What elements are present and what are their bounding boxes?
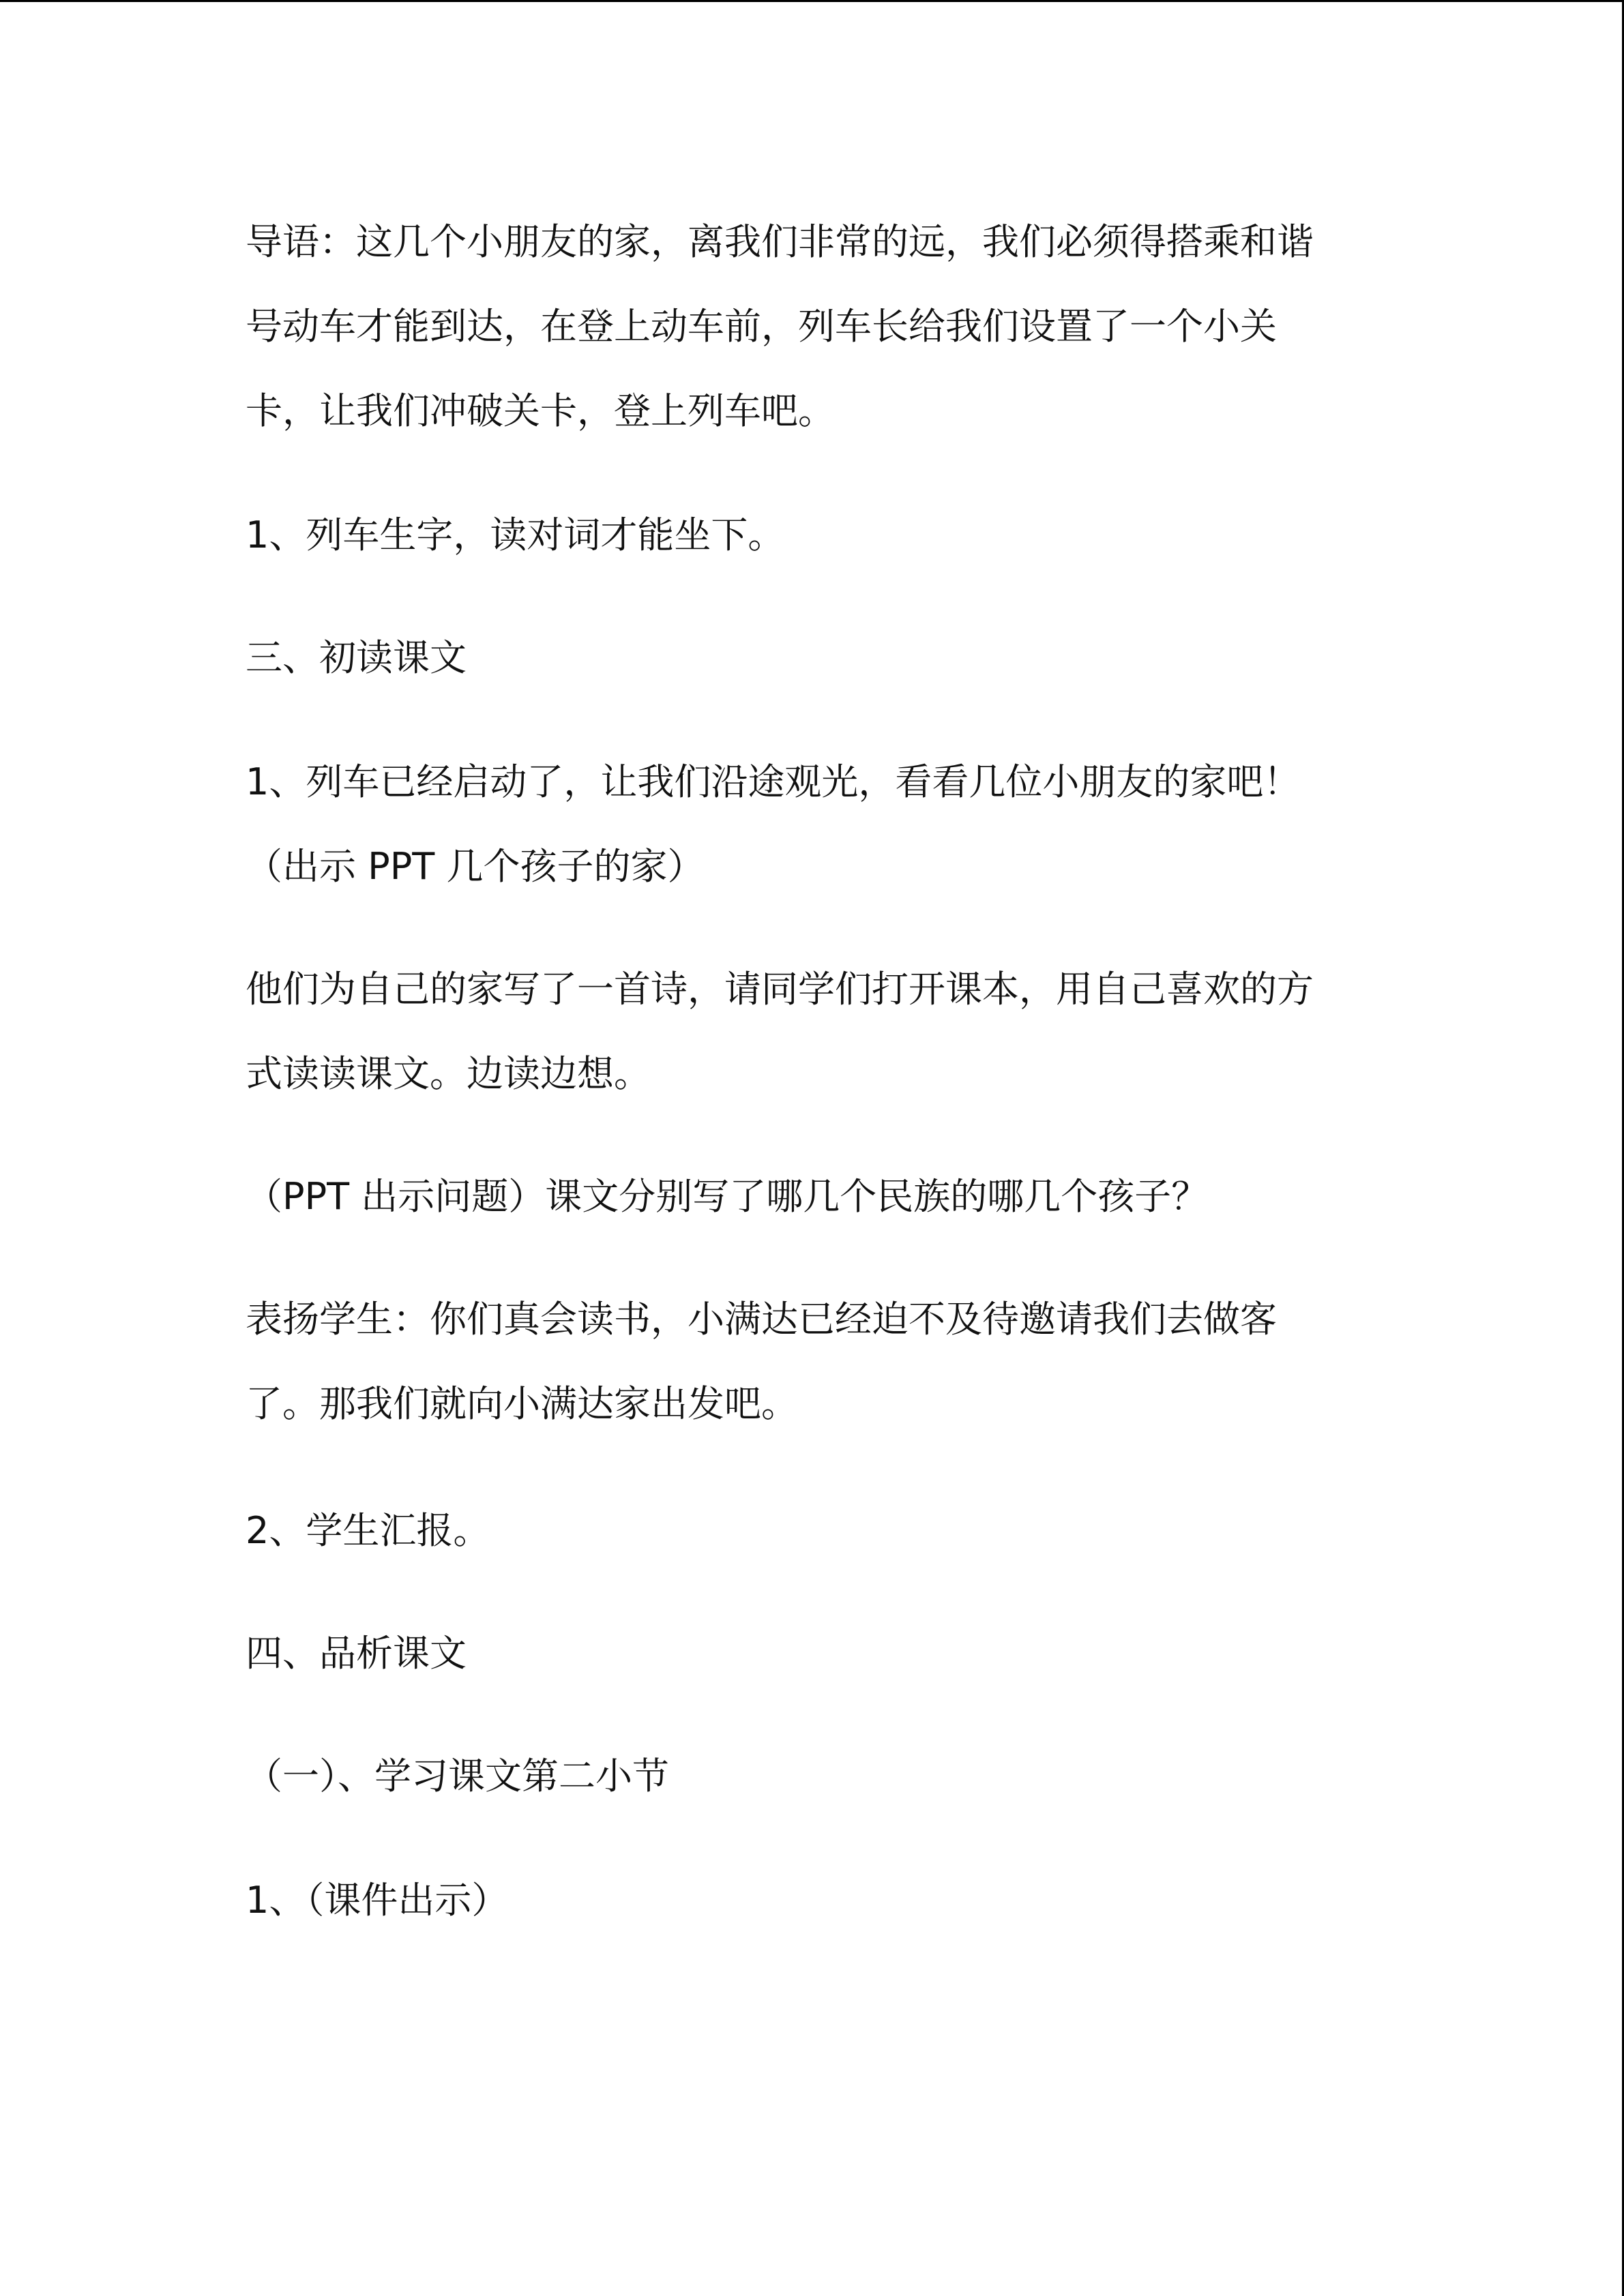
- paragraph-step-2: [246, 1489, 1378, 1573]
- text-line: 式读读课文。边读边想。: [246, 1052, 651, 1095]
- text-line: （PPT 出示问题）课文分别写了哪几个民族的哪几个孩子？: [246, 1175, 1209, 1218]
- text-line: 号动车才能到达，在登上动车前，列车长给我们设置了一个小关: [246, 305, 1277, 348]
- section-heading-3: [246, 616, 1378, 700]
- text-line: 1、列车生字，读对词才能坐下。: [246, 513, 785, 556]
- text-line: 四、品析课文: [246, 1632, 467, 1675]
- text-line: （出示 PPT 几个孩子的家）: [246, 845, 705, 888]
- paragraph-step-1: [246, 493, 1378, 578]
- paragraph-intro: [246, 200, 1378, 453]
- paragraph-question: [246, 1154, 1378, 1239]
- paragraph-reading-2: [246, 947, 1378, 1116]
- text-line: 2、学生汇报。: [246, 1509, 490, 1552]
- text-line: 卡，让我们冲破关卡，登上列车吧。: [246, 389, 835, 432]
- text-line: （一）、学习课文第二小节: [246, 1755, 669, 1798]
- text-line: 表扬学生：你们真会读书，小满达已经迫不及待邀请我们去做客: [246, 1298, 1277, 1341]
- text-line: 1、（课件出示）: [246, 1879, 509, 1922]
- text-line: 三、初读课文: [246, 636, 467, 679]
- text-line: 导语：这几个小朋友的家，离我们非常的远，我们必须得搭乘和谐: [246, 220, 1314, 263]
- subsection-heading: [246, 1734, 1378, 1819]
- section-heading-4: [246, 1611, 1378, 1696]
- paragraph-reading-1: [246, 740, 1378, 909]
- text-line: 1、列车已经启动了，让我们沿途观光，看看几位小朋友的家吧！: [246, 760, 1301, 803]
- text-line: 了。那我们就向小满达家出发吧。: [246, 1382, 798, 1425]
- paragraph-courseware: [246, 1858, 1378, 1943]
- text-line: 他们为自己的家写了一首诗，请同学们打开课本，用自己喜欢的方: [246, 968, 1314, 1011]
- paragraph-praise: [246, 1277, 1378, 1446]
